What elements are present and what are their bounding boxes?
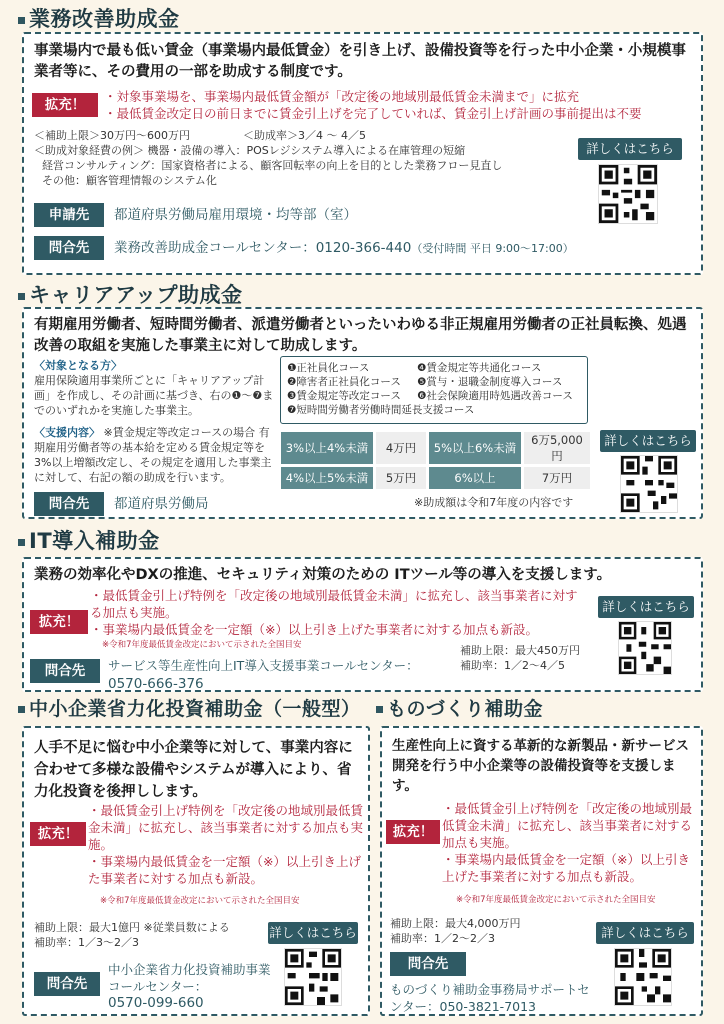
bullet-icon [376,706,383,713]
contact-tel: 0570-666-376 [108,676,204,692]
apply-label-gyomu: 申請先 [34,203,104,227]
contact-label-monozukuri: 問合先 [390,952,466,976]
title-text: キャリアアップ助成金 [29,283,243,307]
more-button-monozukuri[interactable]: 詳しくはこちら [596,922,694,944]
expand-points-monozukuri [442,800,700,885]
contact-value-career: 都道府県労働局 [114,496,209,512]
limit-text: 補助上限：最大4,000万円 [390,917,521,930]
rate-cell: 4%以上5%未満 [281,467,373,489]
point-1: ・ 対象事業場を、事業場内最低賃金額が「改定後の地域別最低賃金未満まで」に拡充 [104,88,704,105]
rate-cell: 5%以上6%未満 [429,432,521,464]
contact-hours: （受付時間 平日 9:00～17:00） [411,242,574,255]
section-title-gyomu [18,9,180,30]
lead-gyomu: 事業場内で最も低い賃金（事業場内最低賃金）を引き上げ、設備投資等を行った中小企業・小規模事業者等に、その費用の一部を助成する制度です。 [34,43,686,80]
section-title-it [18,531,160,552]
lead-monozukuri: 生産性向上に資する革新的な新製品・新サービス開発を行う中小企業等の設備投資等を支援します。 [392,738,689,794]
example-2: 経営コンサルティング：国家資格者による、顧客回転率の向上を目的とした業務フロー見直し [42,159,503,172]
limit-monozukuri [390,916,590,946]
apply-value-gyomu: 都道府県労働局雇用環境・均等部（室） [114,207,357,223]
support-career [34,425,274,485]
qr-code-icon-graphic [285,949,341,1005]
expand-points-shoryoku [88,802,364,887]
amount-cell: 4万円 [376,432,426,464]
contact-label-career: 問合先 [34,492,104,516]
course-1: ❶正社員化コース [287,362,370,374]
course-columns [287,361,581,403]
support-text: ※賃金規定等改定コースの場合 有期雇用労働者等の基本給を定める賃金規定等を3%以上増額改定し、その規定を適用した事業主に対して、右記の額の助成を行います。 [34,426,272,484]
title-text: 業務改善助成金 [29,7,180,31]
amount-cell: 7万円 [524,467,590,489]
expand-points-gyomu [104,88,704,122]
point-1: ・ 最低賃金引上げ特例を「改定後の地域別最低賃金未満」に拡充し、該当事業者に対する加点も実施。 [442,800,700,851]
contact-value-it [108,657,438,693]
section-title-monozukuri [376,700,543,719]
target-career [34,358,274,418]
table-row [281,432,590,464]
point-2: ・ 最低賃金改定日の前日までに賃金引上げを完了していれば、賃金引上げ計画の事前提出は不要 [104,105,704,122]
qr-code-icon[interactable] [614,948,672,1006]
bullet-icon [18,706,25,713]
course-6: ❻社会保険適用時処遇改善コース [417,390,573,402]
lead-shoryoku: 人手不足に悩む中小企業等に対して、事業内容に合わせて多様な設備やシステムが導入により、省力化投資を後押しします。 [34,740,353,800]
course-3: ❸賃金規定等改定コース [287,390,401,402]
rate-gyomu: ＜助成率＞3／4 ～ 4／5 [243,129,366,142]
section-title-shoryoku [18,700,361,719]
expand-tag-it: 拡充！ [30,610,88,634]
course-list [280,356,588,424]
point-1: ・ 最低賃金引上げ特例を「改定後の地域別最低賃金未満」に拡充し、該当事業者に対する加点も実施。 [90,587,590,621]
note-monozukuri: ※令和7年度最低賃金改定において示された全国目安 [456,895,656,905]
contact-text: 業務改善助成金コールセンター：0120-366-440 [114,240,412,256]
more-button-it[interactable]: 詳しくはこちら [598,596,694,618]
title-text: ものづくり補助金 [387,698,544,720]
rate-cell: 3%以上4%未満 [281,432,373,464]
examples-gyomu [34,143,554,188]
limit-gyomu: ＜補助上限＞30万円～600万円 [34,129,190,142]
contact-label-it: 問合先 [30,659,100,683]
course-4: ❹賃金規定等共通化コース [417,362,542,374]
expand-tag-shoryoku: 拡充！ [30,822,86,846]
lead-career: 有期雇用労働者、短時間労働者、派遣労働者といったいわゆる非正規雇用労働者の正社員転換、処遇改善の取組を実施した事業主に対して助成します。 [34,317,687,354]
qr-code-icon-graphic [599,165,657,223]
rate-text: 補助率：1／3～2／3 [34,936,139,949]
contact-text: サービス等生産性向上IT導入支援事業コールセンター： [108,658,419,673]
qr-code-icon[interactable] [598,164,658,224]
limit-text: 補助上限：最大450万円 [460,644,580,657]
expand-tag-gyomu: 拡充！ [32,93,98,117]
example-1: 機器・設備の導入：POSレジシステム導入による在庫管理の短縮 [147,144,466,157]
contact-tel: 0570-099-660 [108,995,204,1011]
table-row [281,467,590,489]
expand-points-it [90,587,590,638]
limit-text: 補助上限：最大1億円 ※従業員数による [34,921,230,934]
qr-code-icon-graphic [619,622,671,674]
bullet-icon [18,293,25,300]
contact-label-gyomu: 問合先 [34,236,104,260]
qr-code-icon[interactable] [284,948,342,1006]
bullet-icon [18,17,25,24]
rate-text: 補助率：1／2～4／5 [460,659,565,672]
contact-value-gyomu [114,239,699,258]
point-2: ・ 事業場内最低賃金を一定額（※）以上引き上げた事業者に対する加点も新設。 [88,853,364,887]
limit-it [460,643,580,673]
qr-code-icon-graphic [615,949,671,1005]
course-7: ❼短時間労働者労働時間延長支援コース [287,404,475,416]
title-text: IT導入補助金 [29,529,160,553]
bullet-icon [18,539,25,546]
section-title-career [18,285,243,306]
rate-table [278,429,593,492]
course-5: ❺賞与・退職金制度導入コース [417,376,563,388]
note-career: ※助成額は令和7年度の内容です [414,496,574,509]
more-button-career[interactable]: 詳しくはこちら [600,430,696,452]
note-shoryoku: ※令和7年度最低賃金改定において示された全国目安 [100,896,300,906]
more-button-shoryoku[interactable]: 詳しくはこちら [268,922,358,944]
point-2: ・ 事業場内最低賃金を一定額（※）以上引き上げた事業者に対する加点も新設。 [442,851,700,885]
examples-label: ＜助成対象経費の例＞ [34,144,144,157]
contact-value-shoryoku [108,961,278,1012]
rate-text: 補助率：1／2～2／3 [390,932,495,945]
point-2: ・ 事業場内最低賃金を一定額（※）以上引き上げた事業者に対する加点も新設。 [90,621,590,638]
lead-it: 業務の効率化やDXの推進、セキュリティ対策のための ITツール等の導入を支援します。 [34,567,612,583]
qr-code-icon[interactable] [620,455,678,513]
contact-text: 中小企業省力化投資補助事業 コールセンター： [108,962,271,994]
rate-cell: 6%以上 [429,467,521,489]
example-3: その他：顧客管理情報のシステム化 [42,174,217,187]
target-label: 〈対象となる方〉 [34,359,122,372]
limit-shoryoku [34,920,274,950]
qr-code-icon-graphic [621,456,677,512]
amount-cell: 5万円 [376,467,426,489]
point-1: ・ 最低賃金引上げ特例を「改定後の地域別最低賃金未満」に拡充し、該当事業者に対する加点も実施。 [88,802,364,853]
title-text: 中小企業省力化投資補助金（一般型） [29,698,361,720]
contact-label-shoryoku: 問合先 [34,972,100,996]
more-button-gyomu[interactable]: 詳しくはこちら [578,138,682,160]
course-col-left [287,361,417,403]
support-label: 〈支援内容〉 [34,426,100,439]
course-col-right [417,361,573,403]
qr-code-icon[interactable] [618,621,672,675]
expand-tag-monozukuri: 拡充！ [386,820,440,844]
course-2: ❷障害者正社員化コース [287,376,401,388]
target-text: 雇用保険適用事業所ごとに「キャリアアップ計画」を作成し、その計画に基づき、右の❶～❼までのいずれかを実施した事業主。 [34,374,274,417]
amount-cell: 6万5,000円 [524,432,590,464]
contact-value-monozukuri: ものづくり補助金事務局サポートセンター：050-3821-7013 [390,982,590,1014]
note-it: ※令和7年度最低賃金改定において示された全国目安 [102,640,302,650]
